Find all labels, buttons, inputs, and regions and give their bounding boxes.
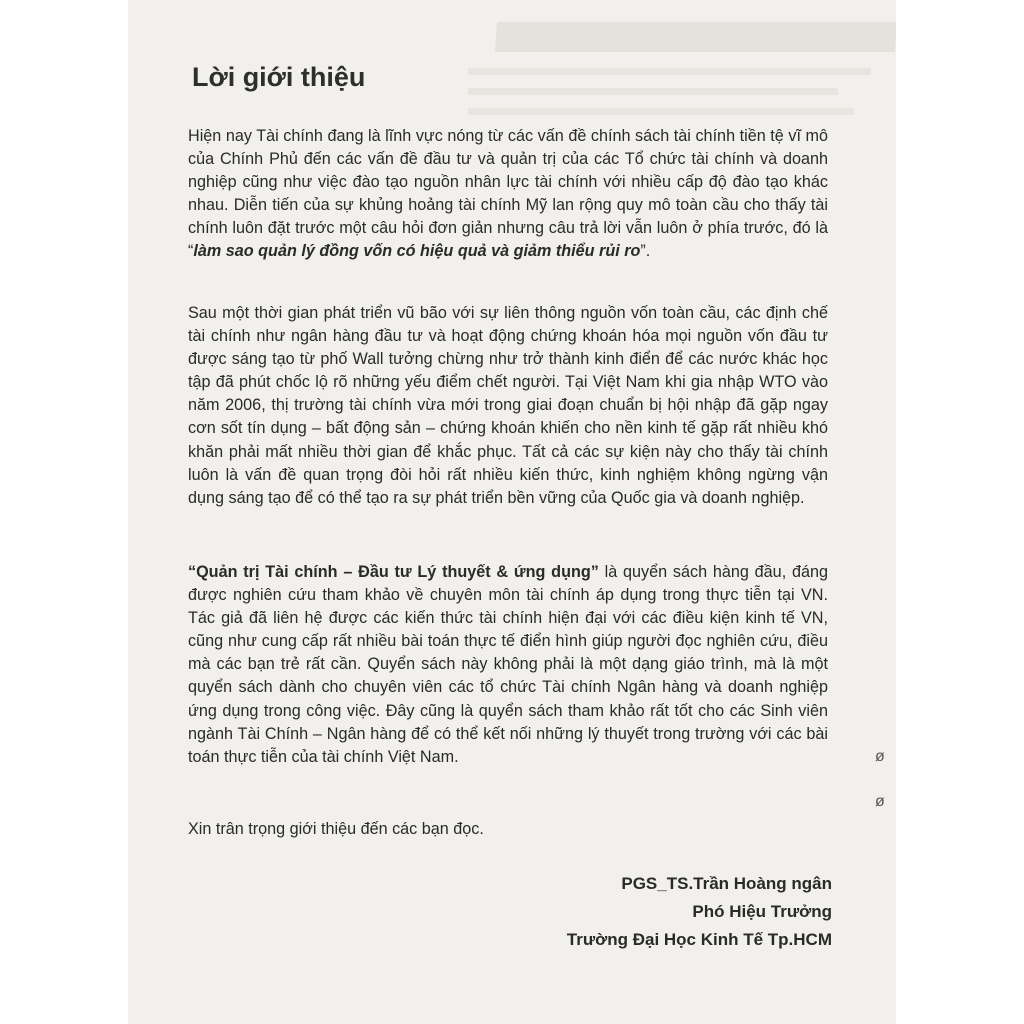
intro-paragraph-2: Sau một thời gian phát triển vũ bão với sự liên thông nguồn vốn toàn cầu, các định chế tài chính như ngân hàng đầu tư và hoạt động chứng khoán hóa mọi nguồn vốn đầu tư được sáng tạo từ phố Wall tưởng chừng như trở thành kinh điển để các nước khác học tập đã phút chốc lộ rõ những yếu điểm chết người. Tại Việt Nam khi gia nhập WTO vào năm 2006, thị trường tài chính vừa mới trong giai đoạn chuẩn bị hội nhập đã gặp ngay cơn sốt tín dụng – bất động sản – chứng khoán khiến cho nền kinh tế gặp rất nhiều khó khăn phải mất nhiều thời gian để khắc phục. Tất cả các sự kiện này cho thấy tài chính luôn là vấn đề quan trọng đòi hỏi rất nhiều kiến thức, kinh nghiệm không ngừng vận dụng sáng tạo để có thể tạo ra sự phát triển bền vững của Quốc gia và doanh nghiệp. [188, 304, 828, 507]
intro-paragraph-1 [188, 125, 828, 264]
signature-block [567, 870, 832, 954]
signer-position: Phó Hiệu Trưởng [692, 902, 832, 921]
paragraph-3-text: là quyển sách hàng đầu, đáng được nghiên cứu tham khảo về chuyên môn tài chính áp dụng trong thực tiễn tại VN. Tác giả đã liên hệ được các kiến thức tài chính hiện đại với các điều kiện kinh tế VN, cũng như cung cấp rất nhiều bài toán thực tế điển hình giúp người đọc nghiên cứu, điều mà các bạn trẻ rất cần. Quyển sách này không phải là một dạng giáo trình, mà là một quyển sách dành cho chuyên viên các tổ chức Tài chính Ngân hàng và doanh nghiệp ứng dụng trong công việc. Đây cũng là quyển sách tham khảo rất tốt cho các Sinh viên ngành Tài Chính – Ngân hàng để có thể kết nối những lý thuyết trong trường với các bài toán thực tiễn của tài chính Việt Nam. [188, 563, 828, 766]
intro-paragraph-3 [188, 561, 828, 769]
paragraph-1-end: ”. [640, 242, 651, 261]
margin-mark-2: ø [875, 793, 885, 810]
signer-institution: Trường Đại Học Kinh Tế Tp.HCM [566, 930, 832, 949]
signer-name: PGS_TS.Trần Hoàng ngân [621, 874, 832, 893]
margin-mark-1: ø [875, 748, 885, 765]
book-title: “Quản trị Tài chính – Đầu tư Lý thuyết & ứng dụng” [188, 563, 599, 581]
bleed-through-banner [495, 22, 896, 52]
paragraph-1-emphasis: làm sao quản lý đồng vốn có hiệu quả và giảm thiểu rủi ro [193, 242, 641, 261]
book-page [128, 0, 896, 1024]
closing-line: Xin trân trọng giới thiệu đến các bạn đọc. [188, 820, 484, 838]
bleed-through-text [468, 68, 888, 128]
page-title: Lời giới thiệu [192, 62, 366, 92]
paragraph-1-text: Hiện nay Tài chính đang là lĩnh vực nóng từ các vấn đề chính sách tài chính tiền tệ vĩ mô của Chính Phủ đến các vấn đề đầu tư và quản trị của các Tổ chức tài chính và doanh nghiệp cũng như việc đào tạo nguồn nhân lực tài chính với nhiều cấp độ đào tạo khác nhau. Diễn tiến của sự khủng hoảng tài chính Mỹ lan rộng quy mô toàn cầu cho thấy tài chính luôn đặt trước một câu hỏi đơn giản nhưng câu trả lời vẫn luôn ở phía trước, đó là “ [188, 127, 828, 261]
